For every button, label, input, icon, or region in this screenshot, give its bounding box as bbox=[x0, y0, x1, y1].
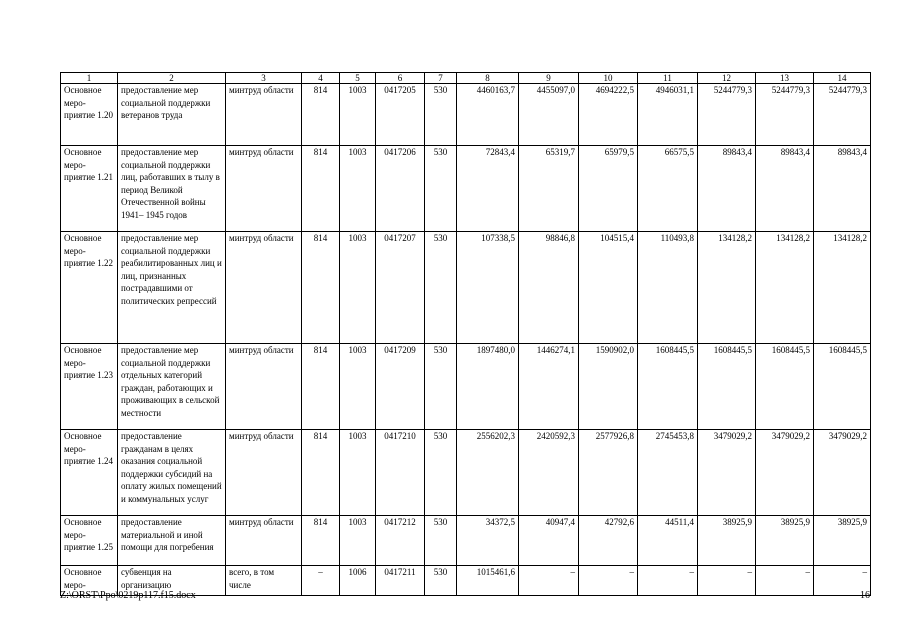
cell-col-7: 530 bbox=[425, 232, 457, 344]
cell-col-1: Основное меро-приятие 1.20 bbox=[61, 84, 118, 146]
cell-col-3: минтруд области bbox=[226, 344, 302, 430]
cell-col-4: 814 bbox=[302, 344, 340, 430]
cell-col-12: 3479029,2 bbox=[698, 430, 756, 516]
cell-col-13: 134128,2 bbox=[756, 232, 814, 344]
cell-col-10: 2577926,8 bbox=[579, 430, 638, 516]
cell-col-11: 2745453,8 bbox=[638, 430, 698, 516]
cell-col-10: 104515,4 bbox=[579, 232, 638, 344]
cell-col-3: всего, в том числе bbox=[226, 566, 302, 596]
cell-col-6: 0417205 bbox=[376, 84, 425, 146]
cell-col-9: 98846,8 bbox=[519, 232, 579, 344]
cell-col-4: 814 bbox=[302, 516, 340, 566]
cell-col-3: минтруд области bbox=[226, 146, 302, 232]
cell-col-10: 1590902,0 bbox=[579, 344, 638, 430]
cell-col-7: 530 bbox=[425, 516, 457, 566]
cell-col-14: 89843,4 bbox=[814, 146, 871, 232]
cell-col-2: предоставление мер социальной поддержки лиц, работавших в тылу в период Великой Отечественной войны 1941– 1945 годов bbox=[118, 146, 226, 232]
cell-col-5: 1003 bbox=[340, 430, 376, 516]
cell-col-13: 38925,9 bbox=[756, 516, 814, 566]
cell-col-6: 0417206 bbox=[376, 146, 425, 232]
cell-col-9: 4455097,0 bbox=[519, 84, 579, 146]
header-cell: 13 bbox=[756, 73, 814, 84]
cell-col-1: Основное меро-приятие 1.24 bbox=[61, 430, 118, 516]
cell-col-7: 530 bbox=[425, 146, 457, 232]
cell-col-10: 4694222,5 bbox=[579, 84, 638, 146]
cell-col-2: субвенция на организацию bbox=[118, 566, 226, 596]
cell-col-4: 814 bbox=[302, 146, 340, 232]
program-table bbox=[60, 72, 871, 596]
cell-col-13: – bbox=[756, 566, 814, 596]
cell-col-10: – bbox=[579, 566, 638, 596]
cell-col-11: 110493,8 bbox=[638, 232, 698, 344]
header-cell: 9 bbox=[519, 73, 579, 84]
cell-col-8: 1015461,6 bbox=[457, 566, 519, 596]
cell-col-9: – bbox=[519, 566, 579, 596]
cell-col-9: 40947,4 bbox=[519, 516, 579, 566]
cell-col-11: 44511,4 bbox=[638, 516, 698, 566]
cell-col-12: 38925,9 bbox=[698, 516, 756, 566]
cell-col-8: 34372,5 bbox=[457, 516, 519, 566]
cell-col-2: предоставление мер социальной поддержки реабилитированных лиц и лиц, признанных пострадавшими от политических репрессий bbox=[118, 232, 226, 344]
cell-col-7: 530 bbox=[425, 84, 457, 146]
table-row bbox=[61, 430, 871, 516]
cell-col-3: минтруд области bbox=[226, 430, 302, 516]
cell-col-11: – bbox=[638, 566, 698, 596]
header-cell: 3 bbox=[226, 73, 302, 84]
cell-col-4: – bbox=[302, 566, 340, 596]
cell-col-8: 107338,5 bbox=[457, 232, 519, 344]
header-cell: 2 bbox=[118, 73, 226, 84]
cell-col-14: 1608445,5 bbox=[814, 344, 871, 430]
table-row bbox=[61, 146, 871, 232]
cell-col-5: 1003 bbox=[340, 516, 376, 566]
cell-col-5: 1003 bbox=[340, 146, 376, 232]
page-number: 16 bbox=[860, 590, 870, 601]
header-cell: 10 bbox=[579, 73, 638, 84]
cell-col-3: минтруд области bbox=[226, 516, 302, 566]
cell-col-4: 814 bbox=[302, 232, 340, 344]
cell-col-5: 1003 bbox=[340, 344, 376, 430]
table-row bbox=[61, 344, 871, 430]
cell-col-6: 0417210 bbox=[376, 430, 425, 516]
table-header-row bbox=[61, 73, 871, 84]
cell-col-12: – bbox=[698, 566, 756, 596]
cell-col-6: 0417211 bbox=[376, 566, 425, 596]
cell-col-13: 5244779,3 bbox=[756, 84, 814, 146]
cell-col-2: предоставление материальной и иной помощи для погребения bbox=[118, 516, 226, 566]
header-cell: 6 bbox=[376, 73, 425, 84]
cell-col-5: 1003 bbox=[340, 232, 376, 344]
header-cell: 14 bbox=[814, 73, 871, 84]
cell-col-14: 5244779,3 bbox=[814, 84, 871, 146]
cell-col-12: 5244779,3 bbox=[698, 84, 756, 146]
cell-col-11: 1608445,5 bbox=[638, 344, 698, 430]
cell-col-11: 66575,5 bbox=[638, 146, 698, 232]
table-row bbox=[61, 232, 871, 344]
cell-col-6: 0417212 bbox=[376, 516, 425, 566]
cell-col-1: Основное меро-приятие 1.22 bbox=[61, 232, 118, 344]
cell-col-4: 814 bbox=[302, 430, 340, 516]
cell-col-1: Основное меро-приятие 1.21 bbox=[61, 146, 118, 232]
cell-col-8: 72843,4 bbox=[457, 146, 519, 232]
cell-col-14: – bbox=[814, 566, 871, 596]
header-cell: 11 bbox=[638, 73, 698, 84]
cell-col-6: 0417207 bbox=[376, 232, 425, 344]
header-cell: 7 bbox=[425, 73, 457, 84]
cell-col-11: 4946031,1 bbox=[638, 84, 698, 146]
cell-col-13: 1608445,5 bbox=[756, 344, 814, 430]
header-cell: 5 bbox=[340, 73, 376, 84]
cell-col-8: 4460163,7 bbox=[457, 84, 519, 146]
cell-col-9: 65319,7 bbox=[519, 146, 579, 232]
file-path: Z:\ORST\Ppo\0219p117.f15.docx bbox=[60, 590, 196, 601]
header-cell: 12 bbox=[698, 73, 756, 84]
cell-col-1: Основное меро-приятие 1.23 bbox=[61, 344, 118, 430]
cell-col-12: 89843,4 bbox=[698, 146, 756, 232]
header-cell: 1 bbox=[61, 73, 118, 84]
cell-col-12: 1608445,5 bbox=[698, 344, 756, 430]
table-body bbox=[61, 73, 871, 596]
table-row bbox=[61, 84, 871, 146]
cell-col-10: 42792,6 bbox=[579, 516, 638, 566]
header-cell: 8 bbox=[457, 73, 519, 84]
cell-col-14: 134128,2 bbox=[814, 232, 871, 344]
cell-col-2: предоставление гражданам в целях оказания социальной поддержки субсидий на оплату жилых помещений и коммунальных услуг bbox=[118, 430, 226, 516]
cell-col-13: 89843,4 bbox=[756, 146, 814, 232]
cell-col-5: 1006 bbox=[340, 566, 376, 596]
cell-col-7: 530 bbox=[425, 430, 457, 516]
table-row bbox=[61, 516, 871, 566]
cell-col-1: Основное меро-приятие 1.25 bbox=[61, 516, 118, 566]
cell-col-6: 0417209 bbox=[376, 344, 425, 430]
cell-col-5: 1003 bbox=[340, 84, 376, 146]
cell-col-2: предоставление мер социальной поддержки ветеранов труда bbox=[118, 84, 226, 146]
cell-col-3: минтруд области bbox=[226, 232, 302, 344]
cell-col-7: 530 bbox=[425, 566, 457, 596]
cell-col-9: 1446274,1 bbox=[519, 344, 579, 430]
cell-col-13: 3479029,2 bbox=[756, 430, 814, 516]
cell-col-9: 2420592,3 bbox=[519, 430, 579, 516]
cell-col-14: 3479029,2 bbox=[814, 430, 871, 516]
cell-col-8: 1897480,0 bbox=[457, 344, 519, 430]
cell-col-7: 530 bbox=[425, 344, 457, 430]
cell-col-12: 134128,2 bbox=[698, 232, 756, 344]
cell-col-10: 65979,5 bbox=[579, 146, 638, 232]
header-cell: 4 bbox=[302, 73, 340, 84]
cell-col-14: 38925,9 bbox=[814, 516, 871, 566]
cell-col-4: 814 bbox=[302, 84, 340, 146]
cell-col-1: Основное меро- bbox=[61, 566, 118, 596]
cell-col-3: минтруд области bbox=[226, 84, 302, 146]
cell-col-8: 2556202,3 bbox=[457, 430, 519, 516]
cell-col-2: предоставление мер социальной поддержки отдельных категорий граждан, работающих и проживающих в сельской местности bbox=[118, 344, 226, 430]
